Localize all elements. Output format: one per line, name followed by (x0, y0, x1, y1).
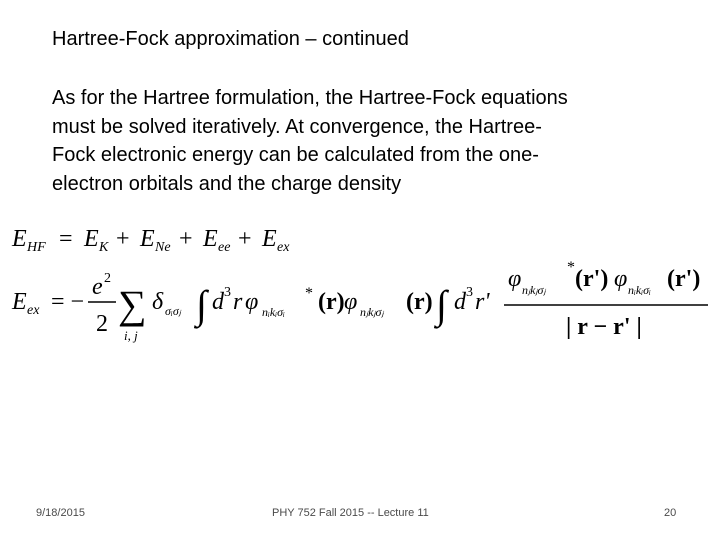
equations (0, 210, 720, 350)
eq2-frac-num-sup: 2 (104, 271, 111, 286)
equation-hartree-fock-energy (11, 226, 290, 255)
eq2-d-2-sup: 3 (466, 285, 473, 300)
eq2-phi-2: φ (344, 289, 358, 315)
eq2-d-2: d (454, 289, 466, 315)
eq2-integral-2: ∫ (436, 282, 447, 327)
body-line-1: As for the Hartree formulation, the Hartree-Fock equations (52, 87, 568, 109)
eq1-term3: E (203, 226, 218, 252)
eq2-num-phi-1-sub: nⱼkⱼσⱼ (522, 283, 546, 297)
equation-exchange-energy (11, 259, 708, 343)
eq2-num-phi-1: φ (508, 266, 522, 292)
eq2-integral-1: ∫ (196, 282, 207, 327)
eq1-lhs-sub: HF (27, 240, 46, 255)
eq1-term1-sub: K (99, 240, 109, 255)
slide-title: Hartree-Fock approximation – continued (52, 28, 409, 50)
eq1-term2: E (140, 226, 155, 252)
eq2-phi-2-sub: nⱼkⱼσⱼ (360, 305, 384, 319)
eq2-r-var: r (233, 289, 243, 315)
eq2-sum-symbol: ∑ (118, 282, 147, 327)
eq2-delta-sub: σᵢσⱼ (165, 304, 181, 318)
body-paragraph (52, 84, 702, 198)
footer-date: 9/18/2015 (36, 507, 85, 519)
eq1-plus2: + (179, 226, 193, 252)
body-line-4: electron orbitals and the charge density (52, 172, 402, 195)
eq2-denominator: | r − r' | (566, 314, 642, 340)
eq2-phi-1-sub: nᵢkᵢσᵢ (262, 305, 285, 319)
eq1-term2-sub: Ne (155, 240, 171, 255)
eq2-d-1-sup: 3 (224, 285, 231, 300)
body-line-3: Fock electronic energy can be calculated from the one- (52, 144, 539, 166)
body-line-2: must be solved iteratively. At convergence, the Hartree- (52, 115, 542, 138)
eq1-term4-sub: ex (277, 240, 290, 255)
footer-course: PHY 752 Fall 2015 -- Lecture 11 (272, 507, 429, 519)
eq2-star-2: * (567, 259, 575, 276)
eq2-equals-minus: = − (51, 289, 85, 315)
eq1-plus3: + (238, 226, 252, 252)
eq1-term3-sub: ee (218, 240, 231, 255)
eq1-plus1: + (116, 226, 130, 252)
eq2-phi-1: φ (245, 289, 259, 315)
eq2-star-1: * (305, 285, 313, 302)
eq1-term4: E (262, 226, 277, 252)
eq2-lhs-sub: ex (27, 303, 40, 318)
eq1-equals: = (59, 226, 73, 252)
eq2-r-prime: r' (475, 289, 490, 315)
eq2-num-arg-1: (r') (575, 266, 609, 292)
eq2-delta: δ (152, 289, 164, 315)
eq1-term1: E (84, 226, 99, 252)
eq2-frac-den: 2 (96, 311, 108, 337)
eq2-arg-2: (r) (406, 289, 433, 315)
eq1-lhs-E: E (12, 226, 27, 252)
eq2-sum-sub: i, j (124, 328, 138, 343)
footer-page-number: 20 (664, 507, 677, 519)
eq2-num-arg-2: (r') (667, 266, 701, 292)
eq2-lhs-E: E (12, 289, 27, 315)
eq2-num-phi-2-sub: nᵢkᵢσᵢ (628, 283, 651, 297)
eq2-frac-num: e (92, 274, 103, 300)
eq2-num-phi-2: φ (614, 266, 628, 292)
eq2-d-1: d (212, 289, 224, 315)
eq2-arg-1: (r) (318, 289, 345, 315)
